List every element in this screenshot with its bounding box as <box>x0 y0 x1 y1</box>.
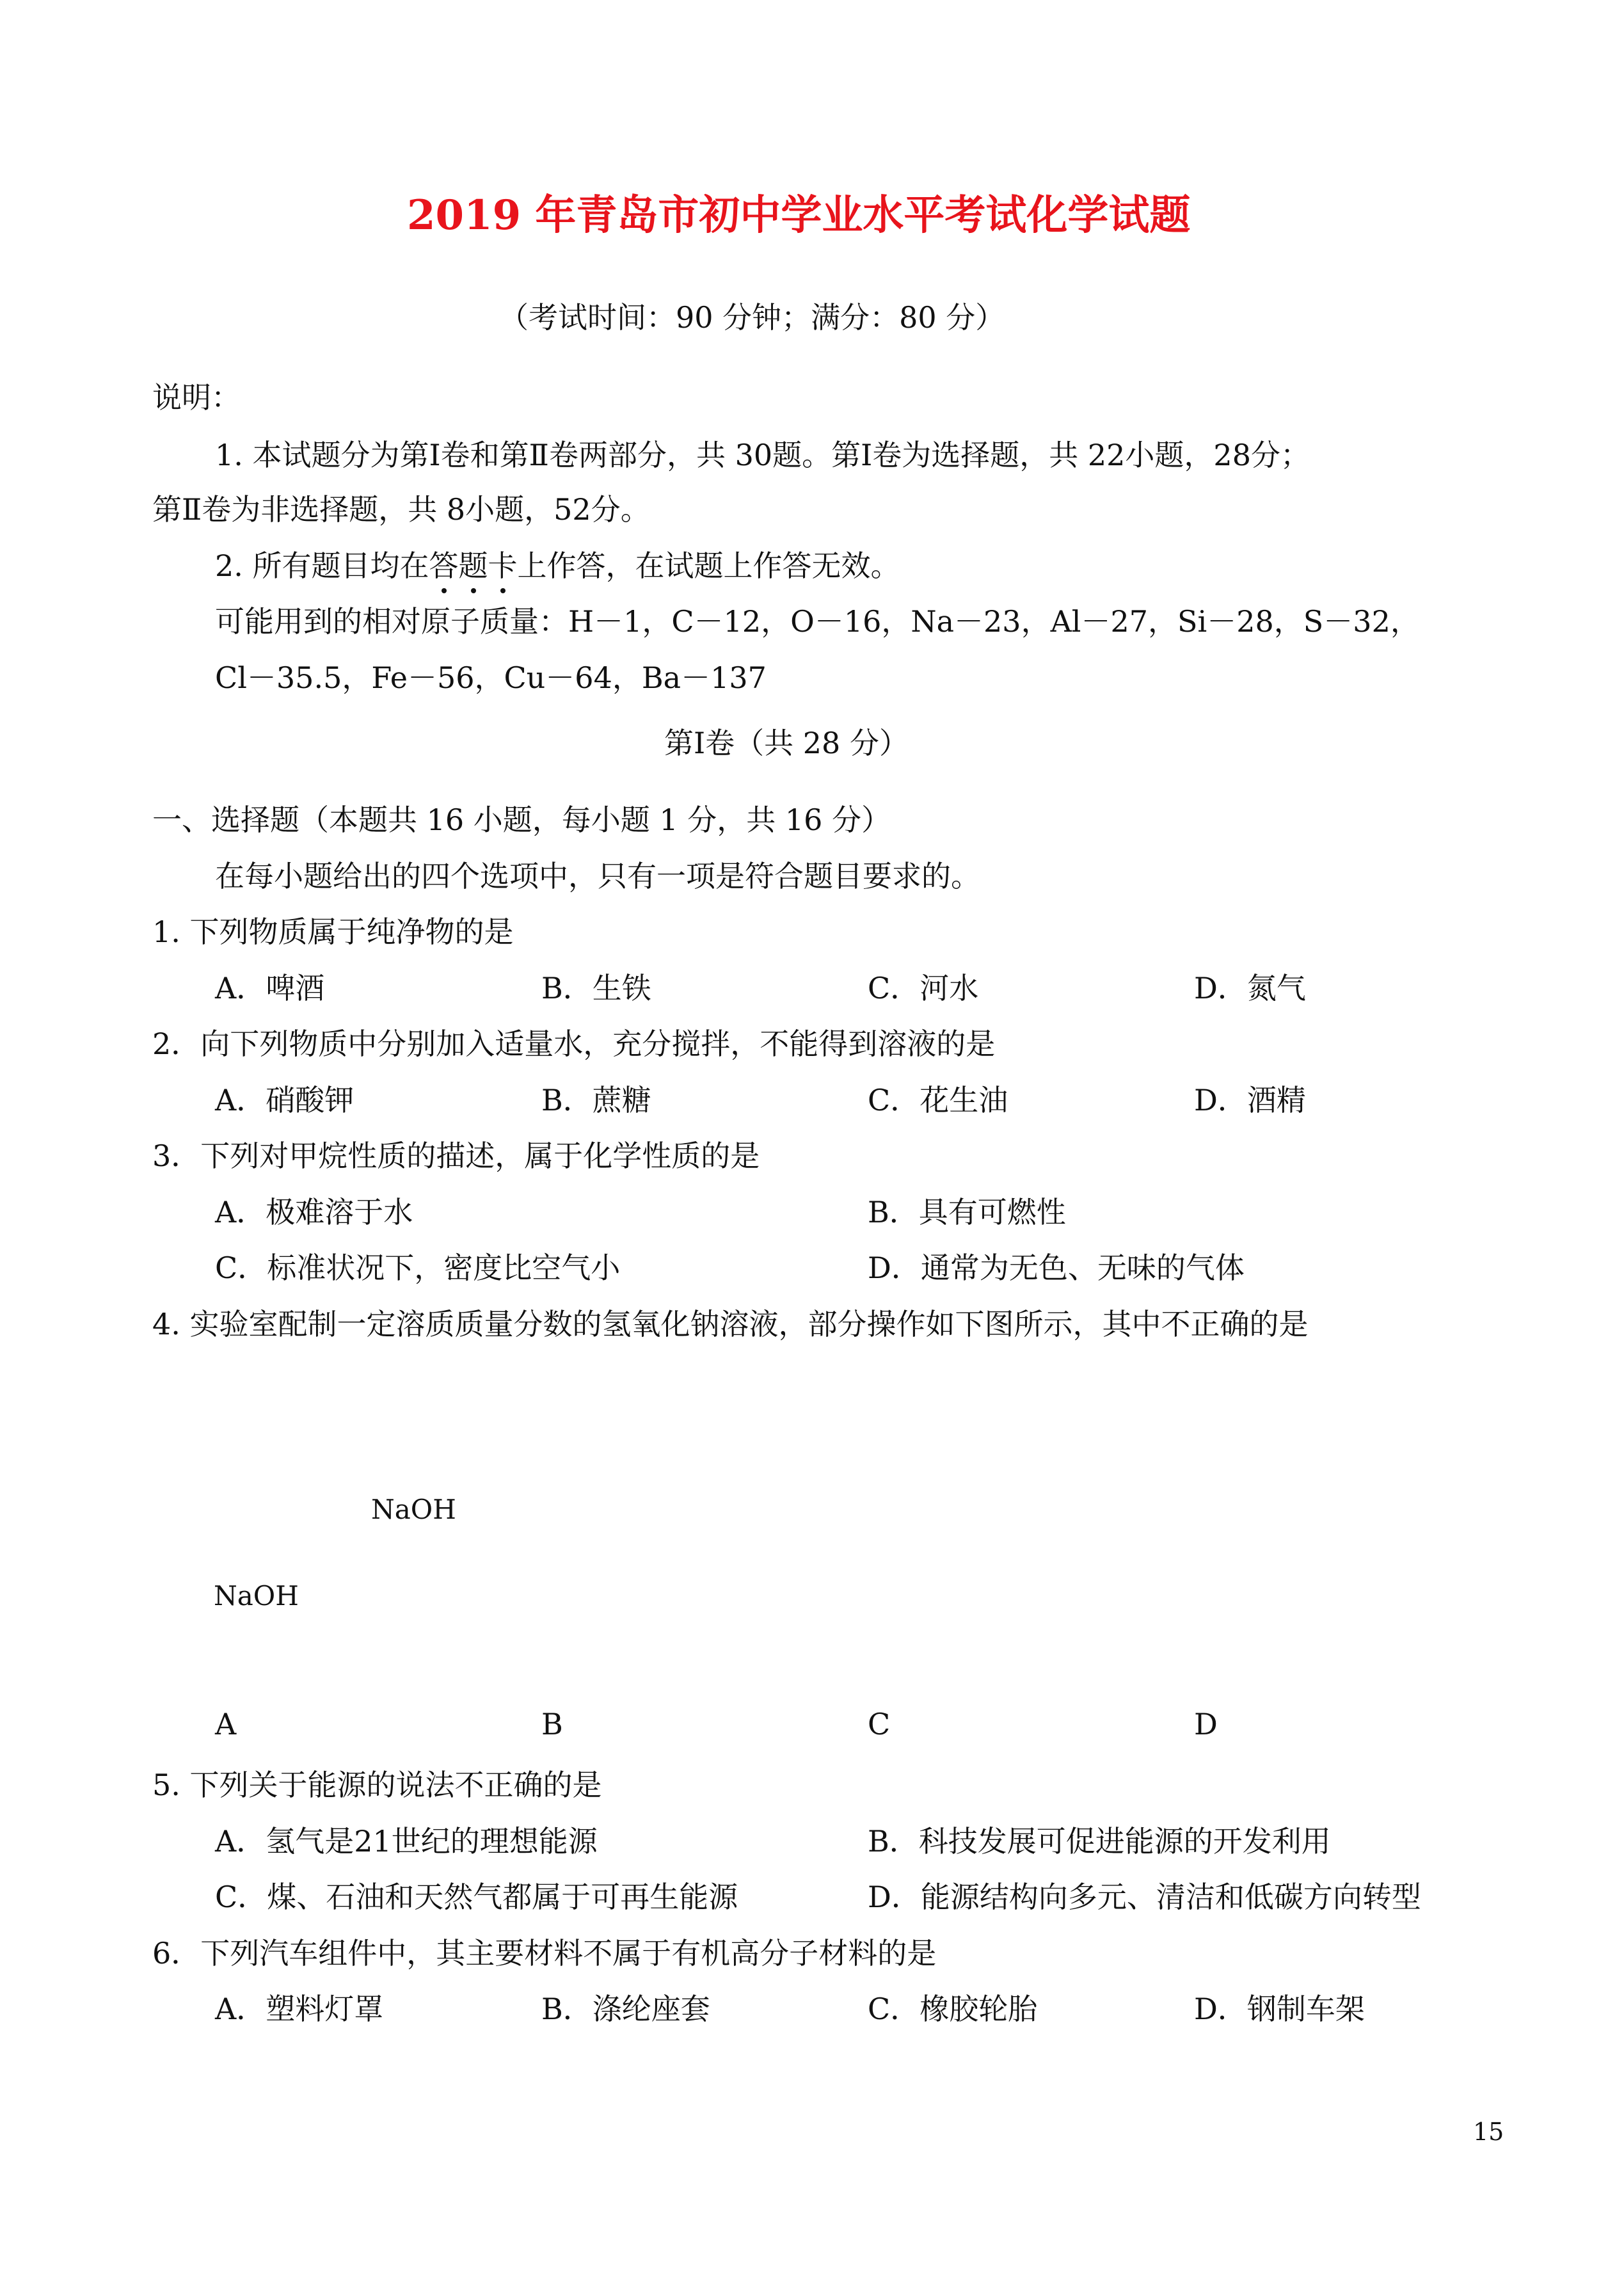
page-title: 2019 年青岛市初中学业水平考试化学试题 <box>407 191 1191 239</box>
section1-instruction: 在每小题给出的四个选项中，只有一项是符合题目要求的。 <box>215 859 980 893</box>
q5-option-d: D．能源结构向多元、清洁和低碳方向转型 <box>868 1880 1421 1914</box>
notes-item1-line1: 1. 本试题分为第Ⅰ卷和第Ⅱ卷两部分，共 30题。第Ⅰ卷为选择题，共 22小题，28分； <box>215 438 1310 472</box>
notes-item2-post: 上作答，在试题上作答无效。 <box>517 548 900 583</box>
atomic-mass-line1: 可能用到的相对原子质量：H－1，C－12，O－16，Na－23，Al－27，Si－28，S－32， <box>215 604 1420 639</box>
q4-figure-letter-b: B <box>541 1707 563 1741</box>
page-number: 15 <box>1473 2118 1504 2146</box>
q3-option-d: D．通常为无色、无味的气体 <box>868 1251 1245 1285</box>
emphasis-char: 答 <box>429 548 459 583</box>
q1-option-b: B．生铁 <box>541 971 651 1005</box>
notes-item2 <box>215 549 900 583</box>
q5-option-c: C．煤、石油和天然气都属于可再生能源 <box>215 1880 738 1914</box>
q4-figure-label-naoh: NaOH <box>371 1494 456 1525</box>
q3-option-a: A．极难溶于水 <box>215 1195 413 1229</box>
q2-option-d: D．酒精 <box>1194 1083 1306 1117</box>
q6-option-b: B．涤纶座套 <box>541 1992 710 2026</box>
part1-heading: 第Ⅰ卷（共 28 分） <box>664 726 909 760</box>
q2-option-a: A．硝酸钾 <box>215 1083 354 1117</box>
q5-stem: 5. 下列关于能源的说法不正确的是 <box>152 1768 602 1802</box>
q6-option-d: D．钢制车架 <box>1194 1992 1365 2026</box>
q3-stem: 3．下列对甲烷性质的描述，属于化学性质的是 <box>152 1139 760 1173</box>
q4-figure-letter-c: C <box>868 1707 891 1741</box>
q3-option-c: C．标准状况下，密度比空气小 <box>215 1251 621 1285</box>
q6-stem: 6．下列汽车组件中，其主要材料不属于有机高分子材料的是 <box>152 1936 937 1971</box>
q5-option-a: A．氢气是21世纪的理想能源 <box>215 1824 598 1859</box>
q1-stem: 1. 下列物质属于纯净物的是 <box>152 915 514 949</box>
q4-figure-label-naoh: NaOH <box>214 1580 299 1611</box>
q2-option-b: B．蔗糖 <box>541 1083 651 1117</box>
q6-option-a: A．塑料灯罩 <box>215 1992 384 2026</box>
q3-option-b: B．具有可燃性 <box>868 1195 1066 1229</box>
q2-stem: 2．向下列物质中分别加入适量水，充分搅拌，不能得到溶液的是 <box>152 1027 996 1061</box>
atomic-mass-line2: Cl－35.5，Fe－56，Cu－64，Ba－137 <box>215 660 767 695</box>
q4-figure-letter-a: A <box>215 1707 237 1741</box>
emphasis-char: 题 <box>458 548 488 583</box>
q2-option-c: C．花生油 <box>868 1083 1008 1117</box>
q4-stem: 4. 实验室配制一定溶质质量分数的氢氧化钠溶液，部分操作如下图所示，其中不正确的是 <box>152 1307 1309 1341</box>
q5-option-b: B．科技发展可促进能源的开发利用 <box>868 1824 1331 1859</box>
q4-figure-letter-d: D <box>1194 1707 1218 1741</box>
q1-option-c: C．河水 <box>868 971 979 1005</box>
q1-option-d: D．氮气 <box>1194 971 1306 1005</box>
q1-option-a: A．啤酒 <box>215 971 325 1005</box>
notes-item1-line2: 第Ⅱ卷为非选择题，共 8小题，52分。 <box>152 492 650 527</box>
notes-item2-pre: 2. 所有题目均在 <box>215 548 429 583</box>
exam-info: （考试时间：90 分钟；满分：80 分） <box>499 300 1005 335</box>
section1-heading: 一、选择题（本题共 16 小题，每小题 1 分，共 16 分） <box>152 803 891 837</box>
q6-option-c: C．橡胶轮胎 <box>868 1992 1038 2026</box>
emphasis-char: 卡 <box>488 548 518 583</box>
notes-heading: 说明： <box>152 380 241 415</box>
